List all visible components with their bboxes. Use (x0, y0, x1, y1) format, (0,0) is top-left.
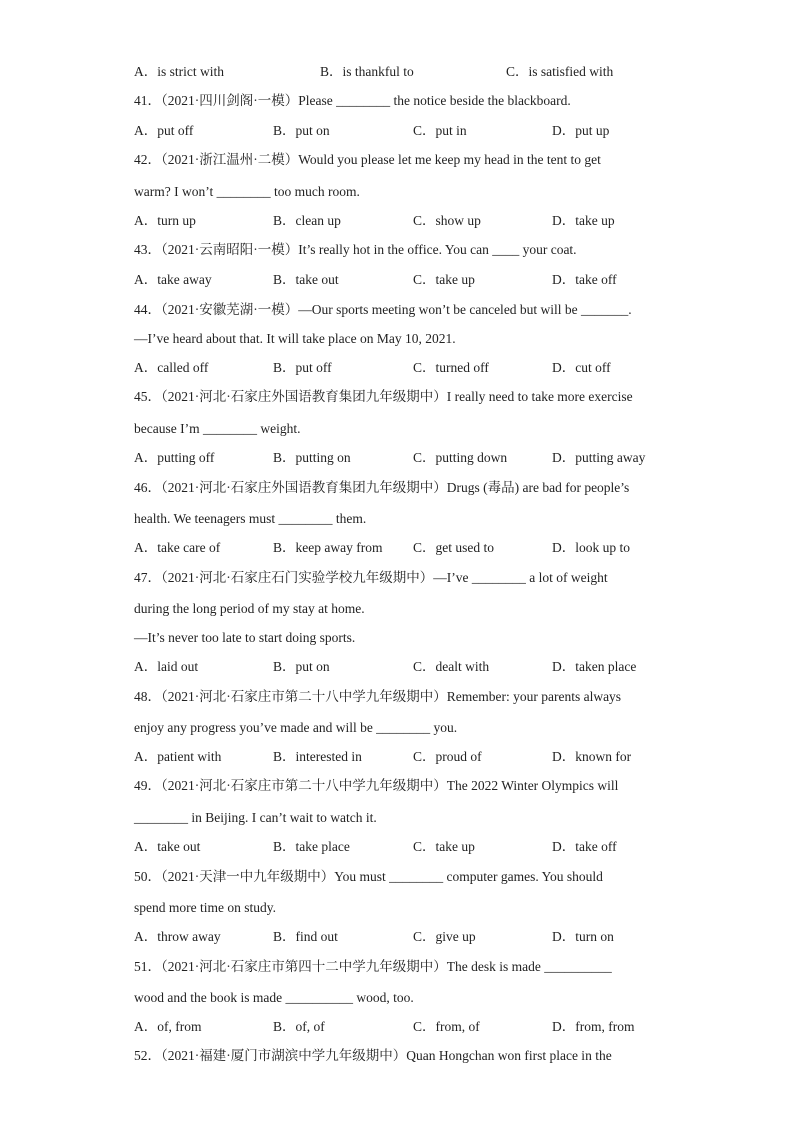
option-d: D．take off (552, 272, 617, 287)
option-a: A．take out (134, 839, 201, 854)
option-c: C．proud of (413, 749, 482, 764)
option-a: A．of, from (134, 1019, 202, 1034)
question-48-text: 48．（2021·河北·石家庄市第二十八中学九年级期中）Remember: your parents always (134, 689, 622, 704)
option-d: D．cut off (552, 360, 611, 375)
option-d: D．take off (552, 839, 617, 854)
option-d: D．taken place (552, 659, 637, 674)
question-51-text: 51．（2021·河北·石家庄市第四十二中学九年级期中）The desk is made __________ (134, 959, 612, 974)
option-b: B．interested in (273, 749, 362, 764)
option-c: C．put in (413, 123, 467, 138)
option-c: C．take up (413, 839, 475, 854)
option-a: A．put off (134, 123, 194, 138)
option-c: C．show up (413, 213, 481, 228)
option-c: C．take up (413, 272, 475, 287)
option-a: A．take away (134, 272, 212, 287)
question-43-text: 43．（2021·云南昭阳·一模）It’s really hot in the office. You can ____ your coat. (134, 242, 577, 257)
question-51-text-cont: wood and the book is made __________ wood, too. (134, 990, 414, 1005)
option-b: B．clean up (273, 213, 341, 228)
option-b: B．of, of (273, 1019, 325, 1034)
question-50-text-cont: spend more time on study. (134, 900, 276, 915)
option-a: A．is strict with (134, 64, 224, 79)
option-c: C．putting down (413, 450, 508, 465)
question-44-text-cont: —I’ve heard about that. It will take place on May 10, 2021. (134, 331, 456, 346)
option-a: A．called off (134, 360, 209, 375)
question-52-text: 52．（2021·福建·厦门市湖滨中学九年级期中）Quan Hongchan won first place in the (134, 1048, 612, 1063)
option-d: D．putting away (552, 450, 646, 465)
question-46-text: 46．（2021·河北·石家庄外国语教育集团九年级期中）Drugs (毒品) are bad for people’s (134, 480, 630, 495)
option-b: B．put off (273, 360, 332, 375)
option-d: D．from, from (552, 1019, 635, 1034)
option-d: D．turn on (552, 929, 614, 944)
question-47-text: 47．（2021·河北·石家庄石门实验学校九年级期中）—I’ve ________ a lot of weight (134, 570, 608, 585)
option-a: A．throw away (134, 929, 221, 944)
question-46-text-cont: health. We teenagers must ________ them. (134, 511, 367, 526)
option-c: C．is satisfied with (506, 64, 614, 79)
question-49-text: 49．（2021·河北·石家庄市第二十八中学九年级期中）The 2022 Winter Olympics will (134, 778, 619, 793)
option-c: C．give up (413, 929, 476, 944)
option-a: A．patient with (134, 749, 222, 764)
option-b: B．take out (273, 272, 339, 287)
option-b: B．take place (273, 839, 350, 854)
option-b: B．putting on (273, 450, 351, 465)
question-50-text: 50．（2021·天津一中九年级期中）You must ________ computer games. You should (134, 869, 603, 884)
question-44-text: 44．（2021·安徽芜湖·一模）—Our sports meeting won’t be canceled but will be _______. (134, 302, 632, 317)
option-a: A．laid out (134, 659, 199, 674)
question-41-text: 41．（2021·四川剑阁·一模）Please ________ the notice beside the blackboard. (134, 93, 571, 108)
option-d: D．put up (552, 123, 610, 138)
option-c: C．turned off (413, 360, 489, 375)
question-45-text: 45．（2021·河北·石家庄外国语教育集团九年级期中）I really need to take more exercise (134, 389, 633, 404)
option-d: D．take up (552, 213, 615, 228)
option-a: A．putting off (134, 450, 215, 465)
question-49-text-cont: ________ in Beijing. I can’t wait to watch it. (134, 810, 377, 825)
question-48-text-cont: enjoy any progress you’ve made and will be ________ you. (134, 720, 458, 735)
option-d: D．look up to (552, 540, 631, 555)
option-b: B．put on (273, 123, 330, 138)
question-42-text: 42．（2021·浙江温州·二模）Would you please let me keep my head in the tent to get (134, 152, 601, 167)
option-c: C．from, of (413, 1019, 480, 1034)
option-b: B．put on (273, 659, 330, 674)
question-47-text-cont2: —It’s never too late to start doing sports. (134, 630, 356, 645)
option-c: C．get used to (413, 540, 494, 555)
option-c: C．dealt with (413, 659, 490, 674)
option-d: D．known for (552, 749, 632, 764)
option-b: B．find out (273, 929, 338, 944)
option-b: B．keep away from (273, 540, 383, 555)
question-45-text-cont: because I’m ________ weight. (134, 421, 301, 436)
option-a: A．take care of (134, 540, 221, 555)
option-b: B．is thankful to (320, 64, 414, 79)
question-47-text-cont: during the long period of my stay at home. (134, 601, 365, 616)
question-42-text-cont: warm? I won’t ________ too much room. (134, 184, 360, 199)
option-a: A．turn up (134, 213, 196, 228)
